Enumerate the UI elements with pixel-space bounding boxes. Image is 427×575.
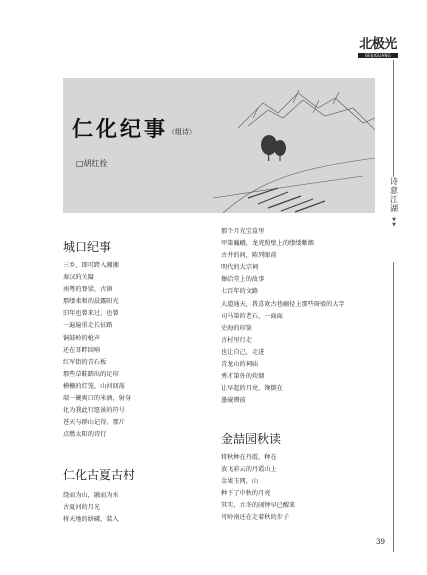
poem1-body — [63, 260, 131, 441]
page-number: 39 — [376, 538, 385, 546]
arrow-icons: ▼ ▼ — [392, 217, 396, 228]
poem-line: 也让自己，走进 — [221, 348, 265, 356]
magazine-logo — [358, 38, 398, 58]
poem-line: 七百年的文路 — [221, 288, 259, 296]
poem-line: 秦汉的关隘 — [63, 274, 94, 282]
poem-line: 端一碗爽口的米酒，射身 — [63, 395, 132, 403]
poem-line: 苍天与群山记得，那片 — [63, 419, 125, 427]
logo-subtitle: BEIJIGUANG — [358, 53, 398, 58]
poem-line: 其实，立冬的闹钟早已醒来 — [221, 502, 296, 510]
poem-line: 铜鼓岭的枪声 — [63, 334, 101, 342]
poem-line: 种下了中秋的月亮 — [221, 490, 271, 498]
poem-line: 一遍遍重走长征路 — [63, 322, 113, 330]
poem-line: 史海的印鉴 — [221, 324, 252, 332]
poem-line: 古村里行走 — [221, 336, 252, 344]
poem3-heading: 金喆园秋读 — [221, 432, 282, 446]
poem-line: 化为我此行愿景的符号 — [63, 407, 125, 415]
poem-line: 可岭南还在走着秋的步子 — [221, 514, 290, 522]
poem-line: 三乡，即可跨入湘湘 — [63, 262, 119, 269]
poem-line: 那些草鞋踏出的足印 — [63, 370, 119, 378]
poem3-body — [221, 452, 295, 525]
poem2-heading: 仁化古夏古村 — [63, 468, 136, 482]
landscape-illustration — [63, 78, 375, 213]
poem-line: 青龙山的祠庙 — [221, 361, 259, 369]
banner-subtitle: （组诗） — [168, 128, 196, 136]
side-divider-top — [393, 60, 394, 177]
poem-line: 让早起的月亮，馋倒在 — [221, 385, 283, 393]
poem-line: 那缕柔和的晨露阳光 — [63, 298, 119, 306]
poem-line: 将天地的絣磷，装入 — [63, 516, 119, 524]
poem-line: 还在耳畔回响 — [63, 346, 101, 354]
poem-line: 明代的大宗祠 — [221, 264, 259, 272]
poem-line: 将秋种在丹霞，种在 — [221, 454, 277, 461]
poem-line: 放飞彩云的丹霞山上 — [221, 466, 277, 474]
poem1-heading: 城口纪事 — [63, 240, 112, 254]
poem2-body — [63, 490, 119, 526]
poem1-continued-body — [221, 226, 345, 407]
poem-line: 那个月光宝盒里 — [221, 228, 265, 235]
poem-line: 甲第巍峨，龙虎照壁上的缕缕紫烟 — [221, 240, 314, 248]
banner-title: 仁化纪事 — [72, 116, 168, 141]
side-divider-bottom — [393, 262, 394, 552]
logo-title: 北极光 — [359, 37, 397, 52]
poem-line: 旧年也曾来过，也曾 — [63, 310, 119, 318]
poem-line: 横栅的灯笼，山河回荡 — [63, 382, 125, 390]
poem-line: 古夏河的月光 — [63, 504, 101, 512]
title-banner — [63, 78, 375, 213]
poem-line: 秀才第外的炊烟 — [221, 373, 265, 381]
poem-line: 司马第的老石，一面面 — [221, 312, 283, 320]
poem-line: 金果玉网，山 — [221, 478, 259, 486]
poem-line: 点燃太阳的诗行 — [63, 431, 107, 439]
section-label: 诗意江湖 — [390, 177, 398, 213]
author-name: □胡红拴 — [76, 159, 108, 168]
poem-line: 绕而为山，融而为水 — [63, 492, 119, 499]
poem-line: 墨砚瓒前 — [221, 397, 246, 405]
poem-line: 大道通天，我喜欢古巷幽径上那些斑驳的大字 — [221, 300, 345, 308]
poem-line: 擦洽堂上的故事 — [221, 276, 265, 284]
poem-line: 古井的间，陈列眼前 — [221, 252, 277, 260]
poem-line: 南粤的脊梁，古镇 — [63, 286, 113, 294]
poem-line: 红军街的青石板 — [63, 358, 107, 366]
